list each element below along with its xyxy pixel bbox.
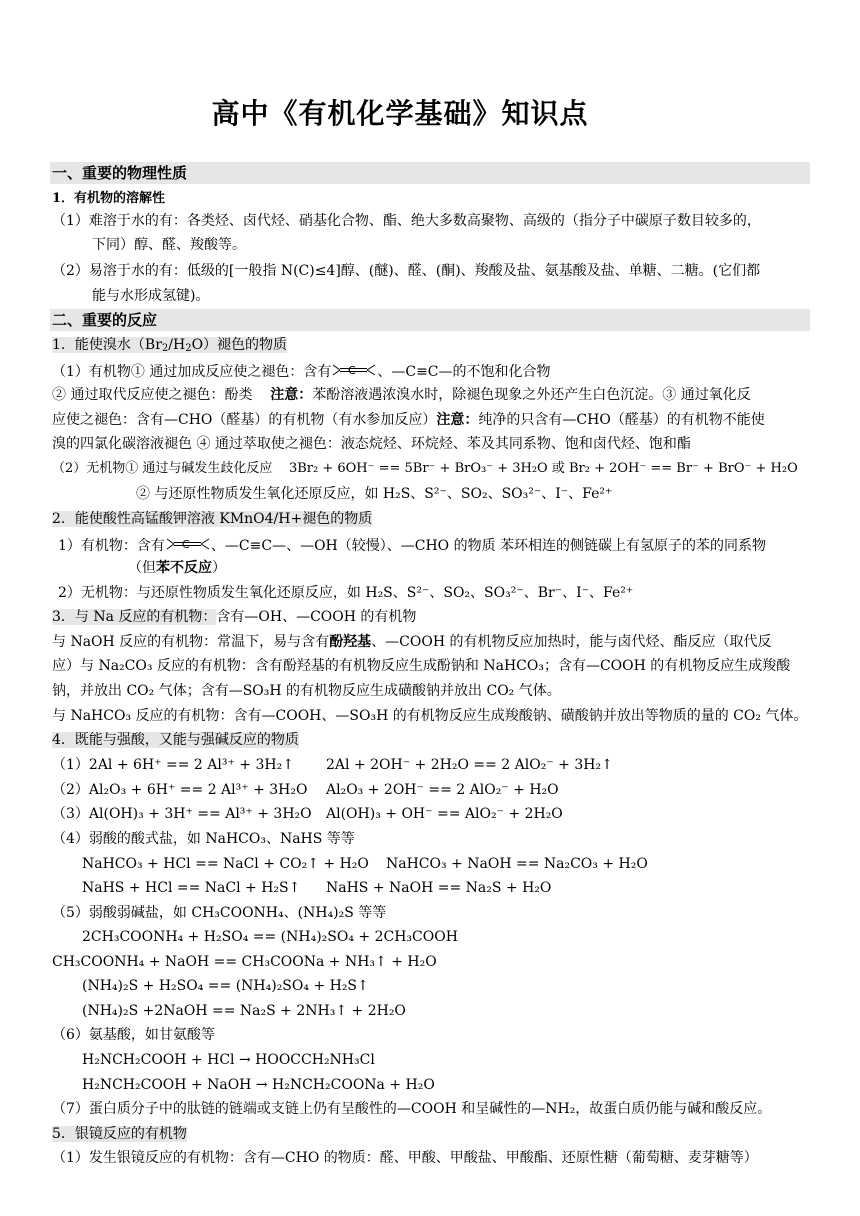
paragraph: ② 通过取代反应使之褪色：酚类 注意：苯酚溶液遇浓溴水时，除褪色现象之外还产生白色沉淀。③ 通过氧化反 <box>52 387 751 403</box>
equation: CH₃COONH₄ + NaOH == CH₃COONa + NH₃↑ + H₂O <box>52 954 437 970</box>
svg-text:C: C <box>181 538 190 551</box>
equation: NaHS + HCl == NaCl + H₂S↑ <box>82 880 301 896</box>
paragraph: （4）弱酸的酸式盐，如 NaHCO₃、NaHS 等等 <box>52 831 355 847</box>
equation: （1）2Al + 6H⁺ == 2 Al³⁺ + 3H₂↑ <box>52 757 294 773</box>
paragraph: 与 NaOH 反应的有机物：常温下，易与含有酚羟基、—COOH 的有机物反应加热时，能与卤代烃、酯反应（取代反 <box>52 634 772 650</box>
paragraph: （6）氨基酸，如甘氨酸等 <box>52 1027 215 1043</box>
paragraph: （但苯不反应） <box>128 560 226 576</box>
paragraph: 能与水形成氢键)。 <box>92 288 210 304</box>
paragraph: （1）有机物① 通过加成反应使之褪色：含有 C 、—C≡C—的不饱和化合物 <box>52 361 551 381</box>
paragraph: 应使之褪色：含有—CHO（醛基）的有机物（有水参加反应）注意：纯净的只含有—CHO（醛基）的有机物不能使 <box>52 412 765 428</box>
paragraph: 应）与 Na₂CO₃ 反应的有机物：含有酚羟基的有机物反应生成酚钠和 NaHCO₃；含有—COOH 的有机物反应生成羧酸 <box>52 658 791 674</box>
paragraph: 1）有机物：含有 C 、—C≡C—、—OH（较慢）、—CHO 的物质 苯环相连的侧链碳上有氢原子的苯的同系物 <box>58 535 766 555</box>
equation: Al(OH)₃ + OH⁻ == AlO₂⁻ + 2H₂O <box>326 806 563 822</box>
subheading-silver-mirror: 5．银镜反应的有机物 <box>52 1126 187 1142</box>
equation: (NH₄)₂S + H₂SO₄ == (NH₄)₂SO₄ + H₂S↑ <box>82 978 369 994</box>
paragraph: （7）蛋白质分子中的肽链的链端或支链上仍有呈酸性的—COOH 和呈碱性的—NH₂，故蛋白质仍能与碱和酸反应。 <box>52 1101 772 1117</box>
paragraph: 2）无机物：与还原性物质发生氧化还原反应，如 H₂S、S²⁻、SO₂、SO₃²⁻、Br⁻、I⁻、Fe²⁺ <box>58 585 634 601</box>
equation: NaHCO₃ + HCl == NaCl + CO₂↑ + H₂O <box>82 856 369 872</box>
double-bond-structure-icon <box>165 535 211 553</box>
paragraph: （2）无机物① 通过与碱发生歧化反应 3Br₂ + 6OH⁻ == 5Br⁻ + BrO₃⁻ + 3H₂O 或 Br₂ + 2OH⁻ == Br⁻ + BrO⁻ + H₂O <box>52 461 798 476</box>
equation: NaHCO₃ + NaOH == Na₂CO₃ + H₂O <box>386 856 648 872</box>
svg-text:C: C <box>348 364 357 377</box>
equation: （3）Al(OH)₃ + 3H⁺ == Al³⁺ + 3H₂O <box>52 806 312 822</box>
subheading-amphoteric: 4．既能与强酸，又能与强碱反应的物质 <box>52 732 299 748</box>
subheading-bromine: 1．能使溴水$(Br_2/H_2O)$褪色的物质 <box>52 337 288 354</box>
equation: （2）Al₂O₃ + 6H⁺ == 2 Al³⁺ + 3H₂O <box>52 782 308 798</box>
equation: H₂NCH₂COOH + HCl → HOOCCH₂NH₃Cl <box>82 1052 375 1068</box>
paragraph: （2）易溶于水的有：低级的[一般指 N(C)≤4]醇、(醚)、醛、(酮)、羧酸及盐、氨基酸及盐、单糖、二糖。(它们都 <box>52 263 761 279</box>
subheading-kmno4: 2．能使酸性高锰酸钾溶液 KMnO4/H+褪色的物质 <box>52 511 373 527</box>
equation: (NH₄)₂S +2NaOH == Na₂S + 2NH₃↑ + 2H₂O <box>82 1003 406 1019</box>
page-title: 高中《有机化学基础》知识点 <box>211 97 589 130</box>
section-2-bar <box>50 309 810 331</box>
equation: 2Al + 2OH⁻ + 2H₂O == 2 AlO₂⁻ + 3H₂↑ <box>326 757 613 773</box>
section-1-heading: 一、重要的物理性质 <box>52 164 188 182</box>
equation: 2CH₃COONH₄ + H₂SO₄ == (NH₄)₂SO₄ + 2CH₃COOH <box>82 929 458 945</box>
paragraph: 钠，并放出 CO₂ 气体；含有—SO₃H 的有机物反应生成磺酸钠并放出 CO₂ 气体。 <box>52 683 561 699</box>
double-bond-structure-icon <box>331 361 377 379</box>
equation: NaHS + NaOH == Na₂S + H₂O <box>326 880 552 896</box>
paragraph: 与 NaHCO₃ 反应的有机物：含有—COOH、—SO₃H 的有机物反应生成羧酸钠、磺酸钠并放出等物质的量的 CO₂ 气体。 <box>52 708 808 724</box>
equation: H₂NCH₂COOH + NaOH → H₂NCH₂COONa + H₂O <box>82 1077 435 1093</box>
paragraph: （1）难溶于水的有：各类烃、卤代烃、硝基化合物、酯、绝大多数高聚物、高级的（指分子中碳原子数目较多的， <box>52 213 761 229</box>
paragraph: （5）弱酸弱碱盐，如 CH₃COONH₄、(NH₄)₂S 等等 <box>52 905 387 921</box>
equation: Al₂O₃ + 2OH⁻ == 2 AlO₂⁻ + H₂O <box>326 782 559 798</box>
paragraph: 溴的四氯化碳溶液褪色 ④ 通过萃取使之褪色：液态烷烃、环烷烃、苯及其同系物、饱和卤代烃、饱和酯 <box>52 436 691 452</box>
paragraph: （1）发生银镜反应的有机物：含有—CHO 的物质：醛、甲酸、甲酸盐、甲酸酯、还原性糖（葡萄糖、麦芽糖等） <box>52 1150 758 1166</box>
subheading-solubility: 1．有机物的溶解性 <box>52 191 166 206</box>
paragraph: ② 与还原性物质发生氧化还原反应，如 H₂S、S²⁻、SO₂、SO₃²⁻、I⁻、Fe²⁺ <box>136 486 613 502</box>
paragraph: 下同）醇、醛、羧酸等。 <box>92 237 246 253</box>
subheading-sodium: 3．与 Na 反应的有机物：含有—OH、—COOH 的有机物 <box>52 609 417 625</box>
section-2-heading: 二、重要的反应 <box>52 311 158 329</box>
